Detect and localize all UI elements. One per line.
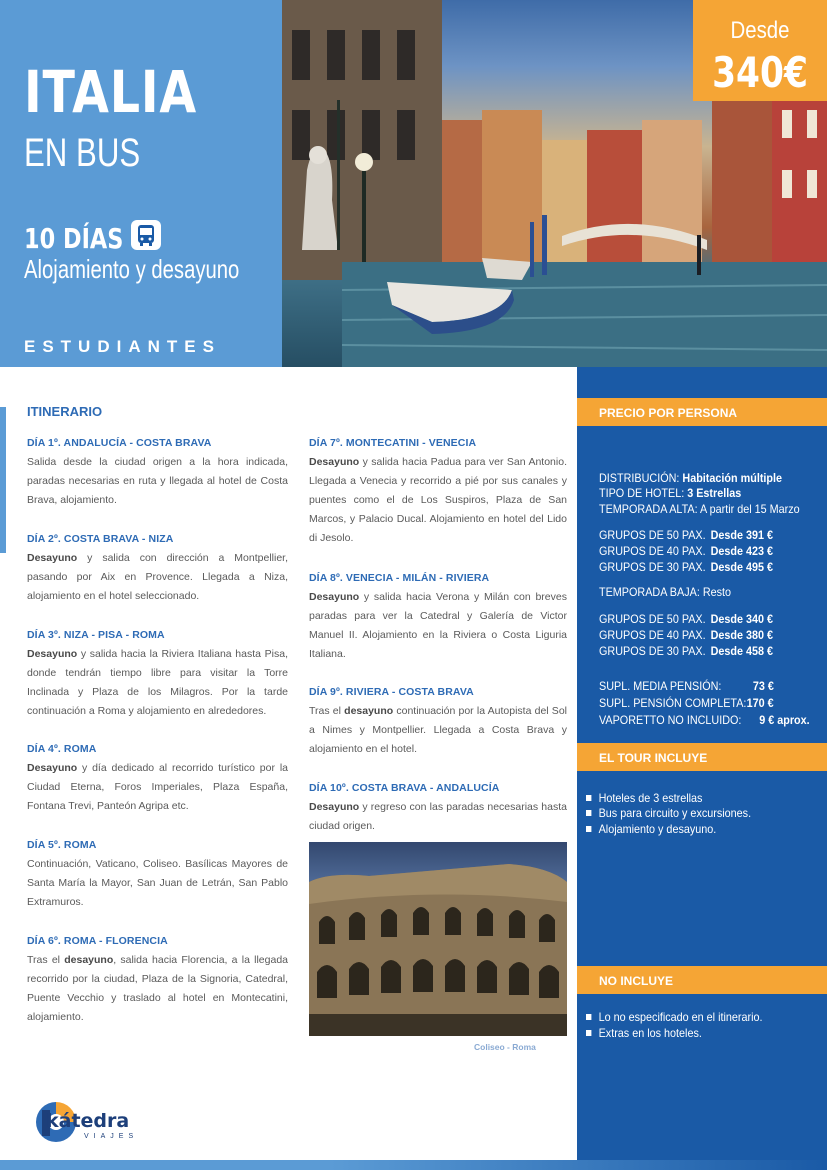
excludes-item: Extras en los hoteles. (586, 1026, 702, 1040)
day-title: DÍA 5º. ROMA (27, 839, 97, 851)
hero-banner (0, 0, 827, 367)
includes-title: EL TOUR INCLUYE (599, 751, 708, 765)
high-season-line: TEMPORADA ALTA: A partir del 15 Marzo (599, 502, 800, 516)
pricing-header (577, 398, 827, 426)
itinerary-day (27, 437, 288, 510)
itinerary-day (27, 629, 288, 721)
day-title: DÍA 8º. VENECIA - MILÁN - RIVIERA (309, 572, 490, 584)
day-description: Desayuno y salida con dirección a Montpellier, pasando por Aix en Provence. Llegada a Niza, alojamiento en el hotel seleccionado. (27, 552, 288, 602)
day-title: DÍA 6º. ROMA - FLORENCIA (27, 935, 168, 947)
audience-label: ESTUDIANTES (24, 337, 221, 356)
hotel-type-line: TIPO DE HOTEL: 3 Estrellas (599, 486, 742, 500)
supplement-row: SUPL. PENSIÓN COMPLETA: 170 € (599, 696, 774, 710)
itinerary-heading: ITINERARIO (27, 404, 103, 419)
excludes-item: Lo no especificado en el itinerario. (586, 1010, 763, 1024)
itinerary-day (309, 686, 567, 759)
brand-tagline: VIAJES (84, 1133, 139, 1140)
price-from-label: Desde (730, 17, 790, 44)
page-subtitle: EN BUS (24, 131, 141, 175)
price-badge (693, 0, 827, 101)
high-season-group-row: GRUPOS DE 50 PAX. Desde 391 € (599, 528, 774, 542)
pricing-title: PRECIO POR PERSONA (599, 406, 738, 420)
low-season-group-row: GRUPOS DE 40 PAX. Desde 380 € (599, 628, 774, 642)
day-description: Desayuno y salida hacia Verona y Milán con breves paradas para ver la Catedral y Galería de Victor Manuel II. Alojamiento en la Riviera o Costa Liguria Italiana. (309, 591, 567, 660)
day-title: DÍA 1º. ANDALUCÍA - COSTA BRAVA (27, 437, 212, 449)
bottom-strip (0, 1160, 827, 1170)
day-description: Desayuno y día dedicado al recorrido turístico por la Ciudad Eterna, Foros Imperiales, Plaza España, Fontana Trevi, Panteón Agripa etc. (27, 762, 288, 812)
day-title: DÍA 7º. MONTECATINI - VENECIA (309, 437, 477, 449)
itinerary-day (27, 533, 288, 606)
day-title: DÍA 3º. NIZA - PISA - ROMA (27, 629, 165, 641)
day-description: Desayuno y salida hacia Padua para ver San Antonio. Llegada a Venecia y recorrido a pié por sus canales y puentes como el de Los Suspiros, Plaza de San Marcos, y Palacio Ducal. Alojamiento en hotel del Lido di Jesolo. (309, 456, 567, 544)
bus-icon (131, 220, 161, 250)
day-description: Desayuno y salida hacia la Riviera Italiana hasta Pisa, donde tendrán tiempo libre para visitar la Torre Inclinada y Plaza de los Milagros. Por la tarde continuación a Roma y alojamiento en alrededores. (27, 648, 288, 717)
brand-name: kátedra (46, 1110, 130, 1132)
itinerary-day (309, 572, 567, 664)
excludes-header (577, 966, 827, 994)
colosseum-photo (309, 842, 567, 1036)
includes-header (577, 743, 827, 771)
page-title: ITALIA (24, 58, 197, 126)
supplement-row: SUPL. MEDIA PENSIÓN: 73 € (599, 679, 774, 693)
high-season-group-row: GRUPOS DE 30 PAX. Desde 495 € (599, 560, 774, 574)
day-title: DÍA 2º. COSTA BRAVA - NIZA (27, 533, 174, 545)
supplement-row: VAPORETTO NO INCLUIDO: 9 € aprox. (599, 713, 810, 727)
day-description: Continuación, Vaticano, Coliseo. Basílicas Mayores de Santa María la Mayor, San Juan de Letrán, San Pablo Extramuros. (27, 858, 288, 908)
itinerary-day (27, 935, 288, 1027)
photo-caption: Coliseo - Roma (474, 1042, 536, 1052)
day-title: DÍA 9º. RIVIERA - COSTA BRAVA (309, 686, 474, 698)
left-accent-bar (0, 407, 6, 553)
excludes-title: NO INCLUYE (599, 974, 674, 988)
itinerary-day (27, 743, 288, 816)
low-season-group-row: GRUPOS DE 50 PAX. Desde 340 € (599, 612, 774, 626)
day-title: DÍA 10º. COSTA BRAVA - ANDALUCÍA (309, 782, 500, 794)
low-season-group-row: GRUPOS DE 30 PAX. Desde 458 € (599, 644, 774, 658)
itinerary-day (309, 782, 567, 836)
high-season-group-row: GRUPOS DE 40 PAX. Desde 423 € (599, 544, 774, 558)
trip-duration: 10 DÍAS (24, 222, 124, 255)
day-description: Tras el desayuno continuación por la Autopista del Sol a Nimes y Montpellier. Llegada a Costa Brava y alojamiento en el hotel. (309, 705, 567, 755)
day-description: Salida desde la ciudad origen a la hora indicada, paradas necesarias en ruta y llegada al hotel de Costa Brava, alojamiento. (27, 456, 288, 506)
itinerary-day (27, 839, 288, 912)
includes-item: Bus para circuito y excursiones. (586, 806, 751, 820)
day-title: DÍA 4º. ROMA (27, 743, 97, 755)
board-type: Alojamiento y desayuno (24, 254, 240, 284)
day-description: Tras el desayuno, salida hacia Florencia, a la llegada recorrido por la ciudad, Plaza de la Signoria, Catedral, Puente Vecchio y traslado al hotel en Montecatini, alojamiento. (27, 954, 288, 1023)
price-from-value: 340€ (712, 48, 808, 97)
hero-left-panel (0, 0, 282, 367)
includes-item: Alojamiento y desayuno. (586, 822, 716, 836)
distribution-line: DISTRIBUCIÓN: Habitación múltiple (599, 471, 783, 485)
includes-item: Hoteles de 3 estrellas (586, 791, 702, 805)
low-season-line: TEMPORADA BAJA: Resto (599, 585, 732, 599)
itinerary-day (309, 437, 567, 548)
day-description: Desayuno y regreso con las paradas necesarias hasta ciudad origen. (309, 801, 567, 832)
